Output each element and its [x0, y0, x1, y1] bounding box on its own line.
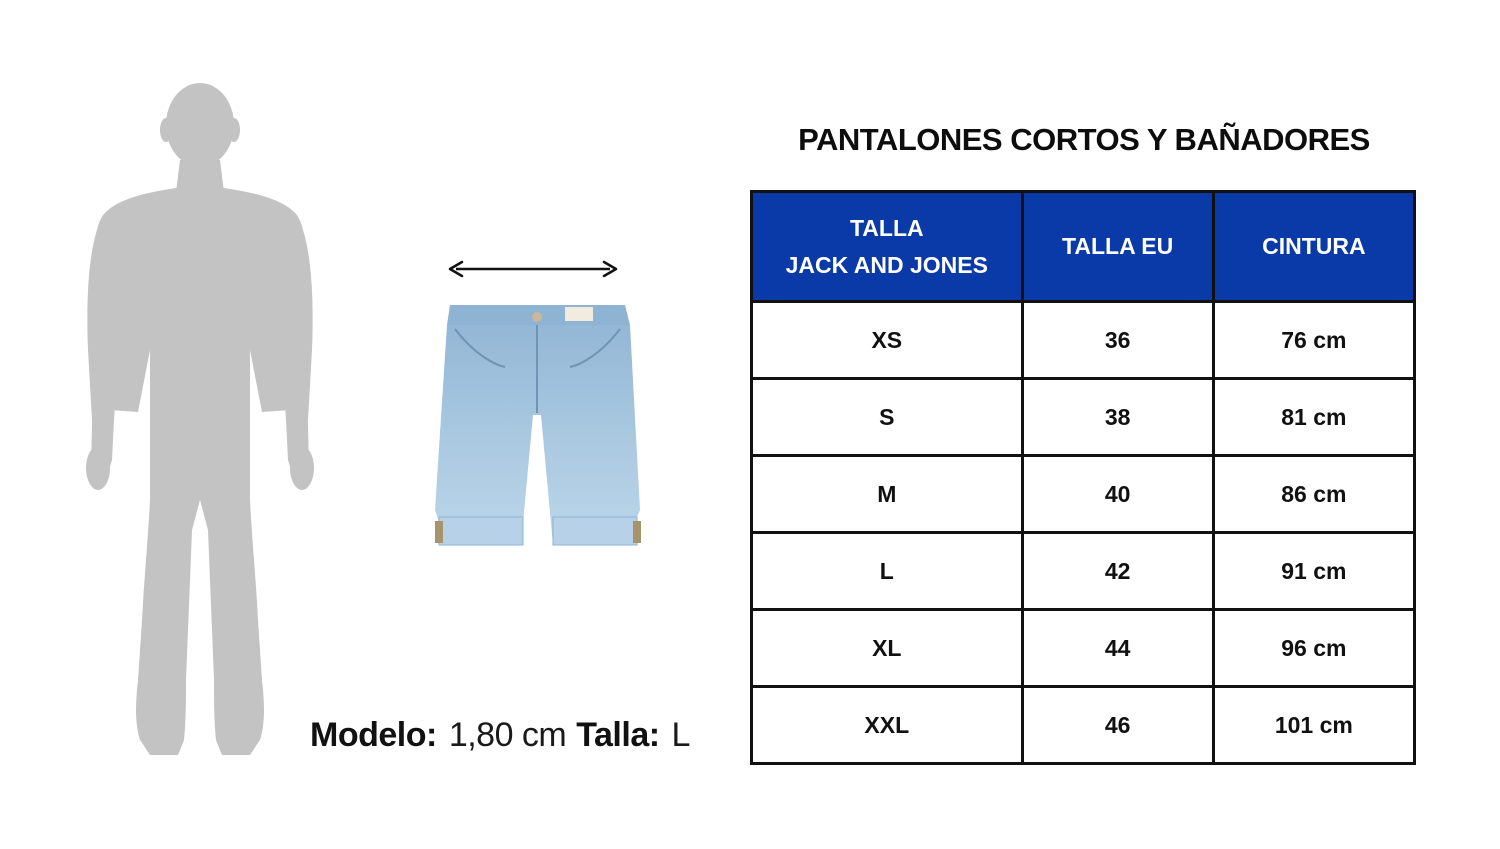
- header-talla-line: TALLA: [849, 214, 924, 241]
- model-size: L: [671, 716, 690, 754]
- cell-waist: 81 cm: [1213, 379, 1414, 456]
- cell-size: S: [752, 379, 1023, 456]
- cell-waist: 96 cm: [1213, 610, 1414, 687]
- cell-waist: 101 cm: [1213, 687, 1414, 764]
- header-talla-eu: TALLA EU: [1022, 192, 1213, 302]
- cell-size: XXL: [752, 687, 1023, 764]
- table-row: [752, 456, 1415, 533]
- header-brand-line: JACK AND JONES: [785, 251, 988, 278]
- cell-eu: 38: [1022, 379, 1213, 456]
- cell-eu: 42: [1022, 533, 1213, 610]
- header-talla-jj: [752, 192, 1023, 302]
- table-row: [752, 379, 1415, 456]
- size-table: [750, 190, 1416, 765]
- cell-eu: 36: [1022, 302, 1213, 379]
- table-row: [752, 610, 1415, 687]
- human-silhouette-icon: [80, 80, 320, 770]
- table-header-row: [752, 192, 1415, 302]
- cell-waist: 76 cm: [1213, 302, 1414, 379]
- size-label: Talla:: [576, 716, 660, 754]
- table-row: [752, 687, 1415, 764]
- cell-size: L: [752, 533, 1023, 610]
- cell-waist: 86 cm: [1213, 456, 1414, 533]
- cell-eu: 46: [1022, 687, 1213, 764]
- table-row: [752, 302, 1415, 379]
- double-arrow-icon: [448, 258, 618, 280]
- cell-waist: 91 cm: [1213, 533, 1414, 610]
- table-row: [752, 533, 1415, 610]
- cell-size: XS: [752, 302, 1023, 379]
- cell-size: M: [752, 456, 1023, 533]
- header-cintura: CINTURA: [1213, 192, 1414, 302]
- cell-size: XL: [752, 610, 1023, 687]
- cell-eu: 40: [1022, 456, 1213, 533]
- model-height: 1,80 cm: [448, 716, 567, 754]
- model-label: Modelo:: [310, 716, 437, 754]
- model-info: [310, 716, 700, 755]
- cell-eu: 44: [1022, 610, 1213, 687]
- chart-title: PANTALONES CORTOS Y BAÑADORES: [798, 122, 1370, 157]
- denim-shorts-image: [425, 295, 650, 560]
